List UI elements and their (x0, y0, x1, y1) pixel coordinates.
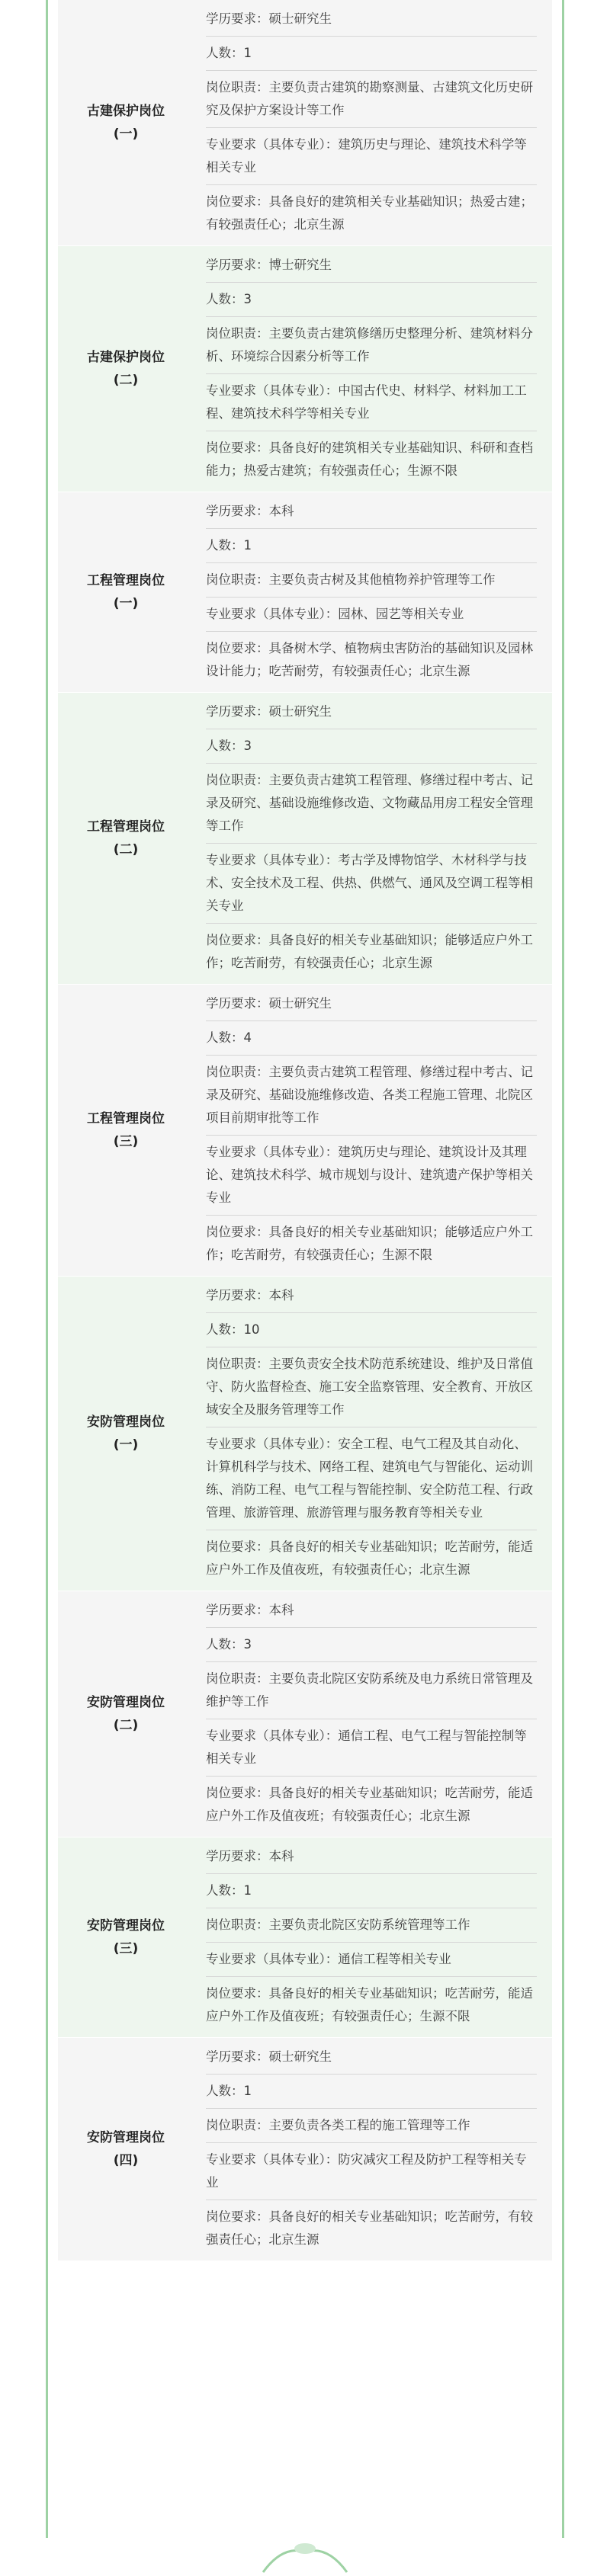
headcount-field: 人数：3 (206, 283, 537, 317)
position-name (87, 100, 165, 146)
position-details (194, 492, 552, 692)
position-row (58, 2038, 552, 2261)
position-name-cell (58, 492, 194, 692)
position-name (87, 2126, 165, 2172)
position-details (194, 1837, 552, 2037)
education-field: 学历要求：硕士研究生 (206, 2038, 537, 2075)
requirement-field: 岗位要求：具备良好的相关专业基础知识；吃苦耐劳，能适应户外工作及值夜班，有较强责任心；北京生源 (206, 1540, 533, 1577)
position-row (58, 693, 552, 985)
requirement-field: 岗位要求：具备良好的相关专业基础知识；吃苦耐劳，能适应户外工作及值夜班；有较强责任心；北京生源 (206, 1786, 533, 1823)
position-details (194, 1591, 552, 1837)
major-field: 专业要求（具体专业）：通信工程、电气工程与智能控制等相关专业 (206, 1719, 537, 1777)
position-name-cell (58, 246, 194, 492)
headcount-field: 人数：4 (206, 1021, 537, 1056)
position-name-cell (58, 1837, 194, 2037)
education-field: 学历要求：硕士研究生 (206, 693, 537, 729)
major-field: 专业要求（具体专业）：中国古代史、材料学、材料加工工程、建筑技术科学等相关专业 (206, 374, 537, 431)
position-name-line2: (二) (113, 842, 139, 857)
education-field: 学历要求：本科 (206, 1591, 537, 1628)
requirement-field: 岗位要求：具备良好的相关专业基础知识；能够适应户外工作；吃苦耐劳，有较强责任心；生源不限 (206, 1225, 533, 1262)
position-name (87, 569, 165, 615)
bottom-ornament-icon (259, 2538, 351, 2576)
position-name-cell (58, 1591, 194, 1837)
positions-table (58, 0, 552, 2261)
education-field: 学历要求：本科 (206, 1837, 537, 1874)
headcount-field: 人数：1 (206, 1874, 537, 1908)
duty-field: 岗位职责：主要负责北院区安防系统及电力系统日常管理及维护等工作 (206, 1662, 537, 1719)
education-field: 学历要求：博士研究生 (206, 246, 537, 283)
position-row (58, 1837, 552, 2038)
position-name-cell (58, 985, 194, 1276)
duty-field: 岗位职责：主要负责安全技术防范系统建设、维护及日常值守、防火监督检查、施工安全监察管理、安全教育、开放区域安全及服务管理等工作 (206, 1347, 537, 1427)
headcount-field: 人数：1 (206, 529, 537, 563)
duty-field: 岗位职责：主要负责各类工程的施工管理等工作 (206, 2109, 537, 2143)
duty-field: 岗位职责：主要负责古建筑工程管理、修缮过程中考古、记录及研究、基础设施维修改造、文物藏品用房工程安全管理等工作 (206, 764, 537, 844)
headcount-field: 人数：1 (206, 37, 537, 71)
major-field: 专业要求（具体专业）：园林、园艺等相关专业 (206, 598, 537, 632)
position-name-line1: 古建保护岗位 (87, 350, 165, 365)
headcount-field: 人数：3 (206, 1628, 537, 1662)
position-details (194, 985, 552, 1276)
headcount-field: 人数：3 (206, 729, 537, 764)
position-name-cell (58, 0, 194, 245)
position-details (194, 1277, 552, 1591)
duty-field: 岗位职责：主要负责古建筑工程管理、修缮过程中考古、记录及研究、基础设施维修改造、各类工程施工管理、北院区项目前期审批等工作 (206, 1056, 537, 1136)
duty-field: 岗位职责：主要负责古树及其他植物养护管理等工作 (206, 563, 537, 598)
position-details (194, 2038, 552, 2260)
position-row (58, 985, 552, 1277)
position-name-line1: 工程管理岗位 (87, 573, 165, 588)
position-name-line1: 安防管理岗位 (87, 2130, 165, 2145)
major-field: 专业要求（具体专业）：安全工程、电气工程及其自动化、计算机科学与技术、网络工程、建筑电气与智能化、运动训练、消防工程、电气工程与智能控制、安全防范工程、行政管理、旅游管理、旅游管理与服务教育等相关专业 (206, 1427, 537, 1530)
position-name-line1: 安防管理岗位 (87, 1695, 165, 1710)
education-field: 学历要求：本科 (206, 492, 537, 529)
requirement-field: 岗位要求：具备良好的相关专业基础知识；吃苦耐劳，能适应户外工作及值夜班；有较强责任心；生源不限 (206, 1986, 533, 2023)
duty-field: 岗位职责：主要负责古建筑的勘察测量、古建筑文化历史研究及保护方案设计等工作 (206, 71, 537, 128)
duty-field: 岗位职责：主要负责北院区安防系统管理等工作 (206, 1908, 537, 1943)
position-name-line2: (三) (113, 1941, 139, 1956)
major-field: 专业要求（具体专业）：通信工程等相关专业 (206, 1943, 537, 1977)
position-name (87, 1107, 165, 1153)
major-field: 专业要求（具体专业）：考古学及博物馆学、木材科学与技术、安全技术及工程、供热、供燃气、通风及空调工程等相关专业 (206, 844, 537, 924)
position-row (58, 246, 552, 492)
headcount-field: 人数：1 (206, 2075, 537, 2109)
position-row (58, 1277, 552, 1591)
major-field: 专业要求（具体专业）：建筑历史与理论、建筑设计及其理论、建筑技术科学、城市规划与设计、建筑遗产保护等相关专业 (206, 1136, 537, 1216)
position-name-cell (58, 1277, 194, 1591)
major-field: 专业要求（具体专业）：建筑历史与理论、建筑技术科学等相关专业 (206, 128, 537, 185)
position-name-line2: (一) (113, 1437, 139, 1453)
position-details (194, 246, 552, 492)
requirement-field: 岗位要求：具备良好的建筑相关专业基础知识；热爱古建；有较强责任心；北京生源 (206, 194, 533, 232)
major-field: 专业要求（具体专业）：防灾减灾工程及防护工程等相关专业 (206, 2143, 537, 2200)
position-details (194, 693, 552, 984)
duty-field: 岗位职责：主要负责古建筑修缮历史整理分析、建筑材料分析、环境综合因素分析等工作 (206, 317, 537, 374)
position-name (87, 346, 165, 392)
position-name (87, 1914, 165, 1960)
position-name (87, 1691, 165, 1737)
position-name-line2: (一) (113, 596, 139, 611)
headcount-field: 人数：10 (206, 1313, 537, 1347)
position-name (87, 1411, 165, 1456)
position-name (87, 815, 165, 861)
position-name-line2: (三) (113, 1134, 139, 1149)
position-name-line2: (二) (113, 1718, 139, 1733)
position-row (58, 1591, 552, 1837)
requirement-field: 岗位要求：具备良好的建筑相关专业基础知识、科研和查档能力；热爱古建筑；有较强责任心；生源不限 (206, 441, 533, 478)
education-field: 学历要求：本科 (206, 1277, 537, 1313)
position-name-line1: 工程管理岗位 (87, 1111, 165, 1126)
position-details (194, 0, 552, 245)
position-name-line1: 工程管理岗位 (87, 819, 165, 835)
position-name-line2: (二) (113, 373, 139, 388)
position-name-line2: (一) (113, 127, 139, 142)
position-name-cell (58, 2038, 194, 2260)
requirement-field: 岗位要求：具备良好的相关专业基础知识；能够适应户外工作；吃苦耐劳，有较强责任心；北京生源 (206, 933, 533, 970)
position-row (58, 0, 552, 246)
requirement-field: 岗位要求：具备良好的相关专业基础知识；吃苦耐劳，有较强责任心；北京生源 (206, 2209, 533, 2247)
requirement-field: 岗位要求：具备树木学、植物病虫害防治的基础知识及园林设计能力；吃苦耐劳，有较强责任心；北京生源 (206, 641, 533, 678)
position-row (58, 492, 552, 693)
position-name-line1: 古建保护岗位 (87, 104, 165, 119)
education-field: 学历要求：硕士研究生 (206, 985, 537, 1021)
position-name-line2: (四) (113, 2153, 139, 2168)
position-name-line1: 安防管理岗位 (87, 1918, 165, 1934)
position-name-line1: 安防管理岗位 (87, 1415, 165, 1430)
education-field: 学历要求：硕士研究生 (206, 0, 537, 37)
position-name-cell (58, 693, 194, 984)
